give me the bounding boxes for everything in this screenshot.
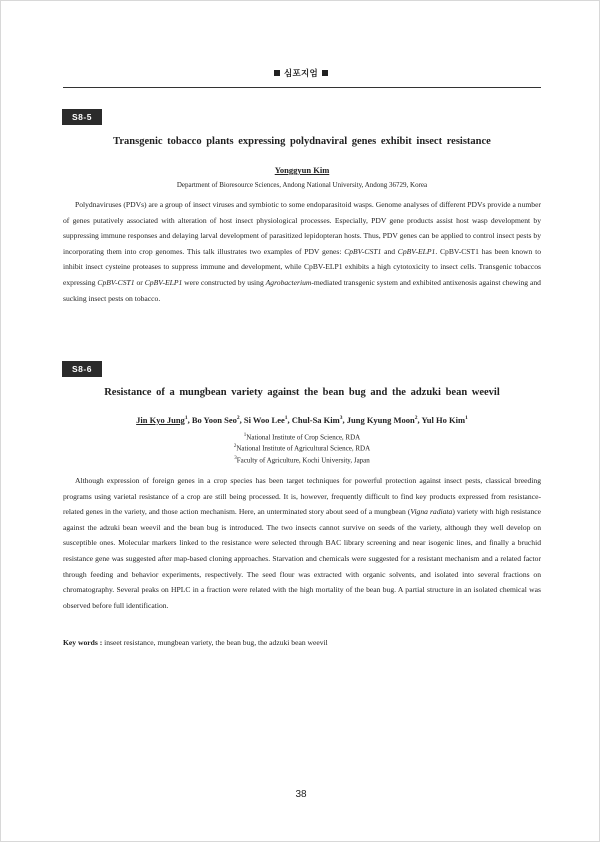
abstract bbox=[63, 197, 541, 306]
author-line bbox=[63, 415, 541, 425]
species-name: Vigna radiata bbox=[410, 507, 453, 517]
keywords bbox=[63, 637, 541, 649]
header-text: 심포지엄 bbox=[283, 69, 319, 79]
gene-name: CpBV-CST1 bbox=[97, 277, 135, 287]
author-name: Bo Yoon Seo bbox=[191, 415, 237, 425]
author-name: Yonggyun Kim bbox=[274, 165, 330, 175]
affiliation bbox=[63, 431, 541, 442]
abstract-text: or bbox=[134, 277, 145, 287]
affiliation bbox=[63, 454, 541, 465]
author-name: Jin Kyo Jung bbox=[136, 415, 185, 425]
author-name: Yul Ho Kim bbox=[421, 415, 466, 425]
affiliation-text: National Institute of Agricultural Science, RDA bbox=[236, 444, 371, 453]
author-affiliation-mark: 1 bbox=[284, 415, 288, 422]
abstract-text: and bbox=[381, 246, 398, 256]
abstract-text: . CpBV-CST1 has been known to inhibit insect cysteine proteases to suppress immune and development, while CpBV-ELP1 exhibits a high cytotoxicity to insect cells. Transgenic tobaccos expressing bbox=[63, 246, 541, 287]
author-separator: , bbox=[342, 415, 347, 425]
author-affiliation-mark: 1 bbox=[184, 415, 188, 422]
affiliation-mark: 2 bbox=[233, 444, 237, 450]
abstract-text: were constructed by using bbox=[182, 277, 266, 287]
header-rule bbox=[63, 87, 541, 88]
abstract bbox=[63, 473, 541, 613]
affiliation-text: National Institute of Crop Science, RDA bbox=[246, 433, 361, 442]
author-affiliation-mark: 2 bbox=[414, 415, 418, 422]
paper-title: Transgenic tobacco plants expressing polydnaviral genes exhibit insect resistance bbox=[113, 136, 491, 147]
section-tag: S8-6 bbox=[62, 361, 102, 377]
gene-name: CpBV-ELP1 bbox=[144, 277, 183, 287]
affiliation-mark: 1 bbox=[243, 433, 247, 438]
author-separator: , bbox=[287, 415, 292, 425]
abstract-text: -mediated transgenic system and exhibited antixenosis against chewing and sucking insect pests on tobacco. bbox=[63, 277, 541, 303]
gene-name: CpBV-ELP1 bbox=[397, 246, 436, 256]
author-affiliation-mark: 1 bbox=[465, 415, 468, 422]
running-header bbox=[1, 67, 600, 79]
affiliation-mark: 3 bbox=[234, 455, 237, 461]
abstract-text: ) variety with high resistance against the adzuki bean weevil and the bean bug is introduced. The two insects cannot survive on seeds of the variety, although they well develop on susceptible ones. Molecular markers linked to the resistance were selected through BAC library screening and near isogenic lines, and finally a bruchid resistance gene was suggested after map-based cloning approaches. Starvation and chemicals were suggested for a resistant mechanism and a related factor through feeding and behavior experiments, respectively. The seed flour was extracted with organic solvents, and isolated into several fractions on chromatography. Several peaks on HPLC in a fraction were related with the high mortality of the bean bug. A partial structure in an isolated chemical was observed before full identification. bbox=[63, 507, 541, 610]
author-name: Chul-Sa Kim bbox=[291, 415, 340, 425]
author-separator: , bbox=[239, 415, 244, 425]
author-line bbox=[63, 165, 541, 175]
author-affiliation-mark: 3 bbox=[339, 415, 343, 422]
paper-title: Resistance of a mungbean variety against the bean bug and the adzuki bean weevil bbox=[104, 387, 500, 398]
gene-name: CpBV-CST1 bbox=[344, 246, 382, 256]
square-bullet-icon bbox=[322, 70, 328, 76]
affiliation: Department of Bioresource Sciences, Andong National University, Andong 36729, Korea bbox=[176, 181, 428, 189]
affiliation bbox=[63, 442, 541, 453]
keywords-label: Key words : bbox=[63, 638, 103, 647]
author-name: Jung Kyung Moon bbox=[346, 415, 415, 425]
species-name: Agrobacterium bbox=[265, 277, 312, 287]
keywords-text: inseet resistance, mungbean variety, the bean bug, the adzuki bean weevil bbox=[102, 638, 328, 647]
abstract-text: Although expression of foreign genes in a crop species has been target techniques for powerful protection against insect pests, classical breeding programs using varietal resistance of a crop are still being processed. It is, however, frequently difficult to find key products expressed from resistance-related genes in the variety, and those action mechanism. Here, an unterminated story about seed of a mungbean ( bbox=[63, 476, 541, 517]
section-tag: S8-5 bbox=[62, 109, 102, 125]
square-bullet-icon bbox=[274, 70, 280, 76]
affiliation-text: Faculty of Agriculture, Kochi University, Japan bbox=[236, 455, 370, 464]
author-affiliation-mark: 2 bbox=[236, 415, 240, 422]
author-name: Si Woo Lee bbox=[243, 415, 285, 425]
abstract-text: Polydnaviruses (PDVs) are a group of insect viruses and symbiotic to some endoparasitoid wasps. Genome analyses of different PDVs provide a number of genes putatively associated with alteration of host insect physiological processes. Especially, PDV gene products assist host wasp development by suppressing immune responses and delaying larval development of parasitized lepidopteran hosts. Thus, PDV genes can be applied to control insect pests by incorporating them into crop genomes. This talk illustrates two examples of PDV genes: bbox=[63, 200, 541, 256]
author-separator: , bbox=[187, 415, 192, 425]
author-separator: , bbox=[417, 415, 422, 425]
affiliation-list bbox=[63, 431, 541, 465]
page-number: 38 bbox=[295, 789, 307, 800]
